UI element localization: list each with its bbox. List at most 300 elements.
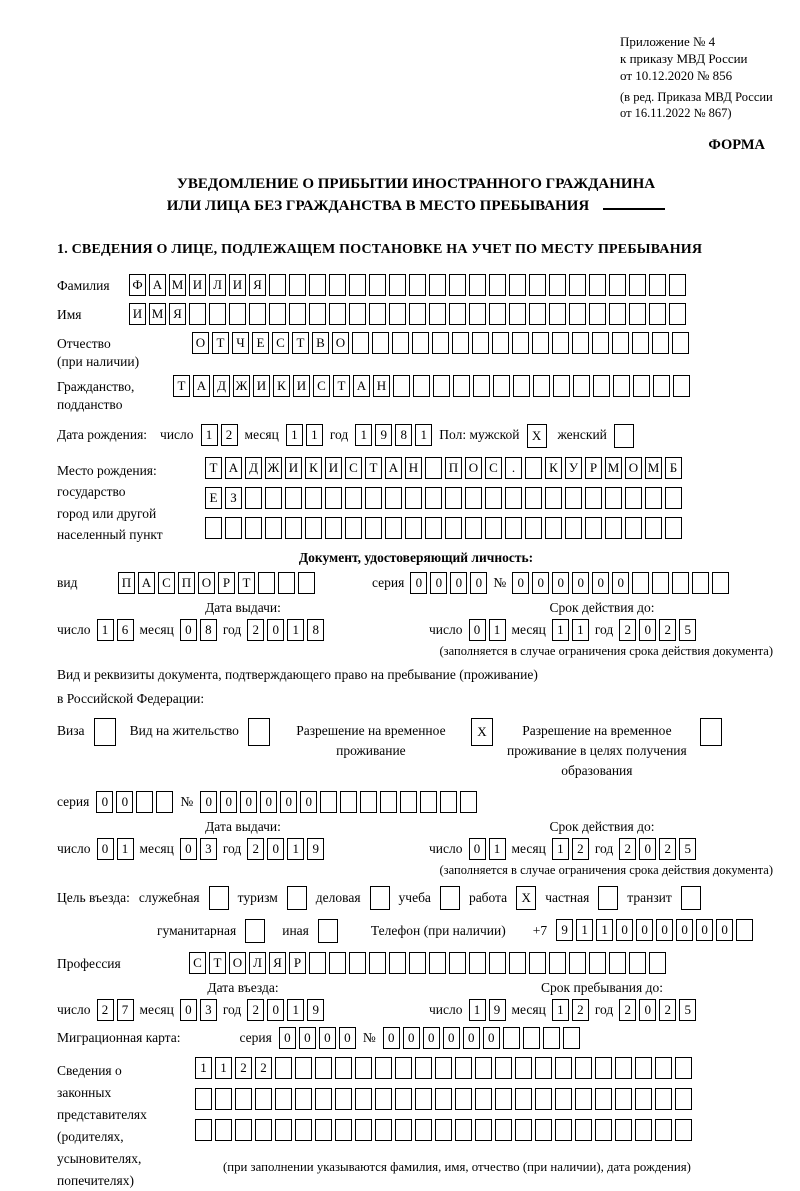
char-cell[interactable] — [589, 303, 606, 325]
residence-issue-year[interactable] — [247, 838, 324, 860]
char-cell[interactable]: Я — [269, 952, 286, 974]
char-cell[interactable] — [515, 1119, 532, 1141]
char-cell[interactable]: А — [149, 274, 166, 296]
char-cell[interactable] — [649, 952, 666, 974]
char-cell[interactable] — [665, 517, 682, 539]
char-cell[interactable]: 2 — [247, 619, 264, 641]
char-cell[interactable] — [675, 1057, 692, 1079]
char-cell[interactable] — [469, 274, 486, 296]
char-cell[interactable]: 1 — [97, 619, 114, 641]
char-cell[interactable]: 5 — [679, 999, 696, 1021]
char-cell[interactable]: . — [505, 457, 522, 479]
char-cell[interactable]: И — [129, 303, 146, 325]
char-cell[interactable]: Т — [205, 457, 222, 479]
char-cell[interactable] — [525, 517, 542, 539]
char-cell[interactable]: 1 — [201, 424, 218, 446]
char-cell[interactable] — [645, 517, 662, 539]
char-cell[interactable]: М — [605, 457, 622, 479]
char-cell[interactable] — [592, 332, 609, 354]
stay-month[interactable] — [552, 999, 589, 1021]
residence-issue-month[interactable] — [180, 838, 217, 860]
char-cell[interactable] — [335, 1088, 352, 1110]
char-cell[interactable]: 7 — [117, 999, 134, 1021]
char-cell[interactable] — [595, 1088, 612, 1110]
char-cell[interactable] — [669, 303, 686, 325]
char-cell[interactable]: 1 — [469, 999, 486, 1021]
char-cell[interactable] — [432, 332, 449, 354]
char-cell[interactable] — [585, 517, 602, 539]
char-cell[interactable] — [632, 572, 649, 594]
visa-checkbox[interactable] — [94, 718, 116, 746]
char-cell[interactable]: 1 — [552, 999, 569, 1021]
char-cell[interactable] — [435, 1119, 452, 1141]
char-cell[interactable] — [295, 1088, 312, 1110]
char-cell[interactable] — [609, 952, 626, 974]
char-cell[interactable] — [655, 1057, 672, 1079]
char-cell[interactable] — [345, 487, 362, 509]
char-cell[interactable] — [565, 517, 582, 539]
char-cell[interactable]: П — [178, 572, 195, 594]
char-cell[interactable]: 1 — [287, 619, 304, 641]
name-cells[interactable] — [129, 303, 686, 325]
entry-year[interactable] — [247, 999, 324, 1021]
char-cell[interactable]: О — [465, 457, 482, 479]
char-cell[interactable]: С — [272, 332, 289, 354]
char-cell[interactable] — [543, 1027, 560, 1049]
char-cell[interactable]: 2 — [247, 999, 264, 1021]
char-cell[interactable]: Т — [238, 572, 255, 594]
char-cell[interactable] — [485, 487, 502, 509]
char-cell[interactable] — [595, 1119, 612, 1141]
char-cell[interactable] — [275, 1057, 292, 1079]
representatives-row2-cells[interactable] — [195, 1088, 692, 1110]
char-cell[interactable] — [533, 375, 550, 397]
char-cell[interactable]: К — [545, 457, 562, 479]
char-cell[interactable] — [413, 375, 430, 397]
char-cell[interactable] — [320, 791, 337, 813]
char-cell[interactable] — [405, 517, 422, 539]
char-cell[interactable] — [425, 517, 442, 539]
char-cell[interactable]: 3 — [200, 999, 217, 1021]
char-cell[interactable] — [295, 1057, 312, 1079]
char-cell[interactable] — [635, 1088, 652, 1110]
char-cell[interactable]: А — [353, 375, 370, 397]
char-cell[interactable]: 1 — [287, 838, 304, 860]
char-cell[interactable] — [429, 274, 446, 296]
char-cell[interactable] — [609, 274, 626, 296]
char-cell[interactable] — [712, 572, 729, 594]
char-cell[interactable] — [545, 517, 562, 539]
char-cell[interactable] — [355, 1119, 372, 1141]
char-cell[interactable] — [409, 274, 426, 296]
char-cell[interactable]: Н — [373, 375, 390, 397]
char-cell[interactable]: С — [345, 457, 362, 479]
char-cell[interactable] — [415, 1088, 432, 1110]
char-cell[interactable]: И — [285, 457, 302, 479]
char-cell[interactable]: М — [169, 274, 186, 296]
char-cell[interactable] — [315, 1088, 332, 1110]
char-cell[interactable]: А — [385, 457, 402, 479]
char-cell[interactable] — [613, 375, 630, 397]
char-cell[interactable] — [653, 375, 670, 397]
char-cell[interactable] — [573, 375, 590, 397]
char-cell[interactable] — [523, 1027, 540, 1049]
char-cell[interactable]: Я — [249, 274, 266, 296]
birthdate-month-cells[interactable] — [286, 424, 323, 446]
char-cell[interactable] — [429, 952, 446, 974]
char-cell[interactable] — [575, 1088, 592, 1110]
char-cell[interactable] — [420, 791, 437, 813]
char-cell[interactable] — [513, 375, 530, 397]
char-cell[interactable] — [485, 517, 502, 539]
char-cell[interactable] — [455, 1088, 472, 1110]
char-cell[interactable]: 0 — [280, 791, 297, 813]
char-cell[interactable]: 0 — [676, 919, 693, 941]
char-cell[interactable] — [453, 375, 470, 397]
char-cell[interactable]: О — [625, 457, 642, 479]
birthplace-row3-cells[interactable] — [205, 517, 682, 539]
char-cell[interactable] — [549, 274, 566, 296]
char-cell[interactable] — [655, 1088, 672, 1110]
char-cell[interactable]: 0 — [532, 572, 549, 594]
char-cell[interactable] — [649, 274, 666, 296]
char-cell[interactable] — [615, 1057, 632, 1079]
char-cell[interactable] — [205, 517, 222, 539]
char-cell[interactable]: 9 — [556, 919, 573, 941]
char-cell[interactable] — [440, 791, 457, 813]
purpose-transit-checkbox[interactable] — [681, 886, 701, 910]
char-cell[interactable]: 2 — [235, 1057, 252, 1079]
char-cell[interactable] — [309, 274, 326, 296]
char-cell[interactable] — [549, 952, 566, 974]
char-cell[interactable]: 0 — [469, 619, 486, 641]
char-cell[interactable]: 0 — [410, 572, 427, 594]
char-cell[interactable] — [349, 274, 366, 296]
char-cell[interactable] — [535, 1088, 552, 1110]
char-cell[interactable] — [189, 303, 206, 325]
char-cell[interactable]: 8 — [200, 619, 217, 641]
char-cell[interactable] — [605, 517, 622, 539]
char-cell[interactable]: 0 — [592, 572, 609, 594]
char-cell[interactable] — [258, 572, 275, 594]
char-cell[interactable] — [393, 375, 410, 397]
char-cell[interactable] — [389, 303, 406, 325]
char-cell[interactable] — [340, 791, 357, 813]
char-cell[interactable]: 2 — [221, 424, 238, 446]
char-cell[interactable]: Т — [365, 457, 382, 479]
char-cell[interactable] — [736, 919, 753, 941]
char-cell[interactable] — [473, 375, 490, 397]
char-cell[interactable] — [335, 1057, 352, 1079]
char-cell[interactable] — [455, 1119, 472, 1141]
char-cell[interactable] — [615, 1088, 632, 1110]
char-cell[interactable] — [156, 791, 173, 813]
char-cell[interactable]: 0 — [300, 791, 317, 813]
char-cell[interactable] — [632, 332, 649, 354]
char-cell[interactable] — [455, 1057, 472, 1079]
char-cell[interactable] — [525, 457, 542, 479]
char-cell[interactable]: И — [189, 274, 206, 296]
purpose-tourism-checkbox[interactable] — [287, 886, 307, 910]
migration-number-cells[interactable] — [383, 1027, 580, 1049]
char-cell[interactable] — [503, 1027, 520, 1049]
char-cell[interactable]: 0 — [636, 919, 653, 941]
char-cell[interactable]: О — [198, 572, 215, 594]
char-cell[interactable]: 0 — [639, 838, 656, 860]
char-cell[interactable] — [529, 274, 546, 296]
char-cell[interactable]: 0 — [423, 1027, 440, 1049]
char-cell[interactable]: Ж — [265, 457, 282, 479]
char-cell[interactable] — [505, 487, 522, 509]
char-cell[interactable]: 2 — [572, 838, 589, 860]
char-cell[interactable] — [412, 332, 429, 354]
residence-expiry-year[interactable] — [619, 838, 696, 860]
char-cell[interactable] — [315, 1057, 332, 1079]
char-cell[interactable]: 1 — [286, 424, 303, 446]
identity-expiry-day[interactable] — [469, 619, 506, 641]
char-cell[interactable]: Т — [209, 952, 226, 974]
char-cell[interactable]: Т — [173, 375, 190, 397]
doc-number-cells[interactable] — [512, 572, 729, 594]
char-cell[interactable] — [245, 517, 262, 539]
char-cell[interactable] — [673, 375, 690, 397]
char-cell[interactable]: 1 — [355, 424, 372, 446]
char-cell[interactable] — [649, 303, 666, 325]
char-cell[interactable] — [249, 303, 266, 325]
char-cell[interactable] — [355, 1088, 372, 1110]
residence-number-cells[interactable] — [200, 791, 477, 813]
char-cell[interactable] — [625, 487, 642, 509]
birthdate-year-cells[interactable] — [355, 424, 432, 446]
surname-cells[interactable] — [129, 274, 686, 296]
char-cell[interactable] — [305, 487, 322, 509]
char-cell[interactable]: 0 — [180, 999, 197, 1021]
char-cell[interactable]: 2 — [619, 999, 636, 1021]
char-cell[interactable] — [535, 1119, 552, 1141]
identity-issue-day[interactable] — [97, 619, 134, 641]
char-cell[interactable]: 1 — [195, 1057, 212, 1079]
char-cell[interactable]: Ч — [232, 332, 249, 354]
char-cell[interactable] — [465, 487, 482, 509]
char-cell[interactable]: 0 — [180, 838, 197, 860]
birthdate-day-cells[interactable] — [201, 424, 238, 446]
char-cell[interactable]: Е — [205, 487, 222, 509]
doc-kind-cells[interactable] — [118, 572, 315, 594]
entry-month[interactable] — [180, 999, 217, 1021]
char-cell[interactable] — [552, 332, 569, 354]
char-cell[interactable] — [255, 1119, 272, 1141]
char-cell[interactable]: Л — [209, 274, 226, 296]
char-cell[interactable]: 2 — [619, 619, 636, 641]
char-cell[interactable]: О — [229, 952, 246, 974]
char-cell[interactable]: 0 — [616, 919, 633, 941]
char-cell[interactable] — [553, 375, 570, 397]
char-cell[interactable] — [369, 274, 386, 296]
sex-male-checkbox[interactable]: X — [527, 424, 547, 448]
char-cell[interactable] — [445, 487, 462, 509]
char-cell[interactable] — [629, 303, 646, 325]
char-cell[interactable]: 1 — [117, 838, 134, 860]
char-cell[interactable] — [569, 303, 586, 325]
char-cell[interactable] — [475, 1119, 492, 1141]
char-cell[interactable] — [415, 1119, 432, 1141]
char-cell[interactable] — [465, 517, 482, 539]
char-cell[interactable]: И — [253, 375, 270, 397]
char-cell[interactable] — [289, 274, 306, 296]
char-cell[interactable]: 0 — [267, 999, 284, 1021]
char-cell[interactable]: 0 — [470, 572, 487, 594]
char-cell[interactable] — [449, 274, 466, 296]
char-cell[interactable]: 3 — [200, 838, 217, 860]
char-cell[interactable] — [372, 332, 389, 354]
char-cell[interactable]: 0 — [96, 791, 113, 813]
char-cell[interactable] — [425, 487, 442, 509]
char-cell[interactable] — [489, 274, 506, 296]
char-cell[interactable]: 0 — [572, 572, 589, 594]
char-cell[interactable] — [235, 1088, 252, 1110]
char-cell[interactable]: 1 — [415, 424, 432, 446]
representatives-row3-cells[interactable] — [195, 1119, 692, 1141]
char-cell[interactable] — [625, 517, 642, 539]
char-cell[interactable] — [360, 791, 377, 813]
char-cell[interactable] — [545, 487, 562, 509]
char-cell[interactable]: 0 — [116, 791, 133, 813]
char-cell[interactable] — [652, 572, 669, 594]
phone-cells[interactable] — [556, 919, 753, 941]
char-cell[interactable] — [575, 1119, 592, 1141]
char-cell[interactable] — [305, 517, 322, 539]
char-cell[interactable] — [275, 1088, 292, 1110]
char-cell[interactable] — [449, 952, 466, 974]
char-cell[interactable] — [605, 487, 622, 509]
char-cell[interactable] — [645, 487, 662, 509]
char-cell[interactable] — [325, 487, 342, 509]
char-cell[interactable] — [269, 303, 286, 325]
char-cell[interactable]: П — [445, 457, 462, 479]
char-cell[interactable]: 9 — [307, 838, 324, 860]
char-cell[interactable] — [235, 1119, 252, 1141]
char-cell[interactable]: 0 — [267, 619, 284, 641]
char-cell[interactable] — [572, 332, 589, 354]
char-cell[interactable]: 0 — [279, 1027, 296, 1049]
char-cell[interactable] — [295, 1119, 312, 1141]
char-cell[interactable] — [589, 952, 606, 974]
char-cell[interactable]: 0 — [403, 1027, 420, 1049]
char-cell[interactable] — [672, 572, 689, 594]
char-cell[interactable]: 0 — [463, 1027, 480, 1049]
char-cell[interactable] — [515, 1057, 532, 1079]
char-cell[interactable] — [452, 332, 469, 354]
char-cell[interactable] — [509, 952, 526, 974]
char-cell[interactable] — [655, 1119, 672, 1141]
char-cell[interactable]: С — [189, 952, 206, 974]
char-cell[interactable] — [315, 1119, 332, 1141]
char-cell[interactable] — [309, 303, 326, 325]
char-cell[interactable] — [395, 1119, 412, 1141]
char-cell[interactable] — [375, 1119, 392, 1141]
char-cell[interactable] — [692, 572, 709, 594]
char-cell[interactable]: Р — [585, 457, 602, 479]
char-cell[interactable] — [529, 952, 546, 974]
char-cell[interactable]: Ж — [233, 375, 250, 397]
birthplace-row1-cells[interactable] — [205, 457, 682, 479]
char-cell[interactable] — [433, 375, 450, 397]
char-cell[interactable]: 0 — [639, 999, 656, 1021]
char-cell[interactable] — [195, 1119, 212, 1141]
patronymic-cells[interactable] — [192, 332, 689, 354]
char-cell[interactable] — [565, 487, 582, 509]
char-cell[interactable]: Р — [289, 952, 306, 974]
char-cell[interactable] — [275, 1119, 292, 1141]
char-cell[interactable]: Д — [213, 375, 230, 397]
char-cell[interactable] — [265, 487, 282, 509]
char-cell[interactable] — [429, 303, 446, 325]
char-cell[interactable] — [349, 952, 366, 974]
char-cell[interactable]: Б — [665, 457, 682, 479]
char-cell[interactable]: 2 — [659, 619, 676, 641]
char-cell[interactable] — [400, 791, 417, 813]
char-cell[interactable] — [665, 487, 682, 509]
char-cell[interactable] — [509, 303, 526, 325]
char-cell[interactable] — [355, 1057, 372, 1079]
char-cell[interactable] — [309, 952, 326, 974]
identity-issue-month[interactable] — [180, 619, 217, 641]
char-cell[interactable]: Т — [333, 375, 350, 397]
stay-year[interactable] — [619, 999, 696, 1021]
char-cell[interactable]: Т — [292, 332, 309, 354]
char-cell[interactable]: 0 — [267, 838, 284, 860]
char-cell[interactable]: Е — [252, 332, 269, 354]
char-cell[interactable]: 0 — [240, 791, 257, 813]
char-cell[interactable]: 1 — [552, 838, 569, 860]
char-cell[interactable]: 0 — [299, 1027, 316, 1049]
char-cell[interactable]: 0 — [450, 572, 467, 594]
char-cell[interactable] — [278, 572, 295, 594]
char-cell[interactable]: 1 — [287, 999, 304, 1021]
temp-residence-checkbox[interactable]: X — [471, 718, 493, 746]
char-cell[interactable] — [395, 1057, 412, 1079]
residence-expiry-month[interactable] — [552, 838, 589, 860]
char-cell[interactable] — [669, 274, 686, 296]
char-cell[interactable] — [285, 517, 302, 539]
char-cell[interactable]: О — [332, 332, 349, 354]
char-cell[interactable] — [136, 791, 153, 813]
char-cell[interactable]: 5 — [679, 619, 696, 641]
char-cell[interactable] — [395, 1088, 412, 1110]
char-cell[interactable] — [349, 303, 366, 325]
char-cell[interactable] — [215, 1119, 232, 1141]
char-cell[interactable]: 0 — [696, 919, 713, 941]
migration-series-cells[interactable] — [279, 1027, 356, 1049]
char-cell[interactable]: 0 — [180, 619, 197, 641]
char-cell[interactable] — [469, 303, 486, 325]
char-cell[interactable]: И — [229, 274, 246, 296]
char-cell[interactable]: 2 — [619, 838, 636, 860]
char-cell[interactable]: И — [293, 375, 310, 397]
char-cell[interactable] — [425, 457, 442, 479]
char-cell[interactable]: Л — [249, 952, 266, 974]
char-cell[interactable] — [435, 1057, 452, 1079]
char-cell[interactable] — [329, 274, 346, 296]
char-cell[interactable] — [225, 517, 242, 539]
char-cell[interactable]: 0 — [430, 572, 447, 594]
char-cell[interactable] — [612, 332, 629, 354]
char-cell[interactable]: 0 — [383, 1027, 400, 1049]
char-cell[interactable] — [629, 274, 646, 296]
char-cell[interactable] — [489, 952, 506, 974]
char-cell[interactable]: 9 — [375, 424, 392, 446]
purpose-other-checkbox[interactable] — [318, 919, 338, 943]
